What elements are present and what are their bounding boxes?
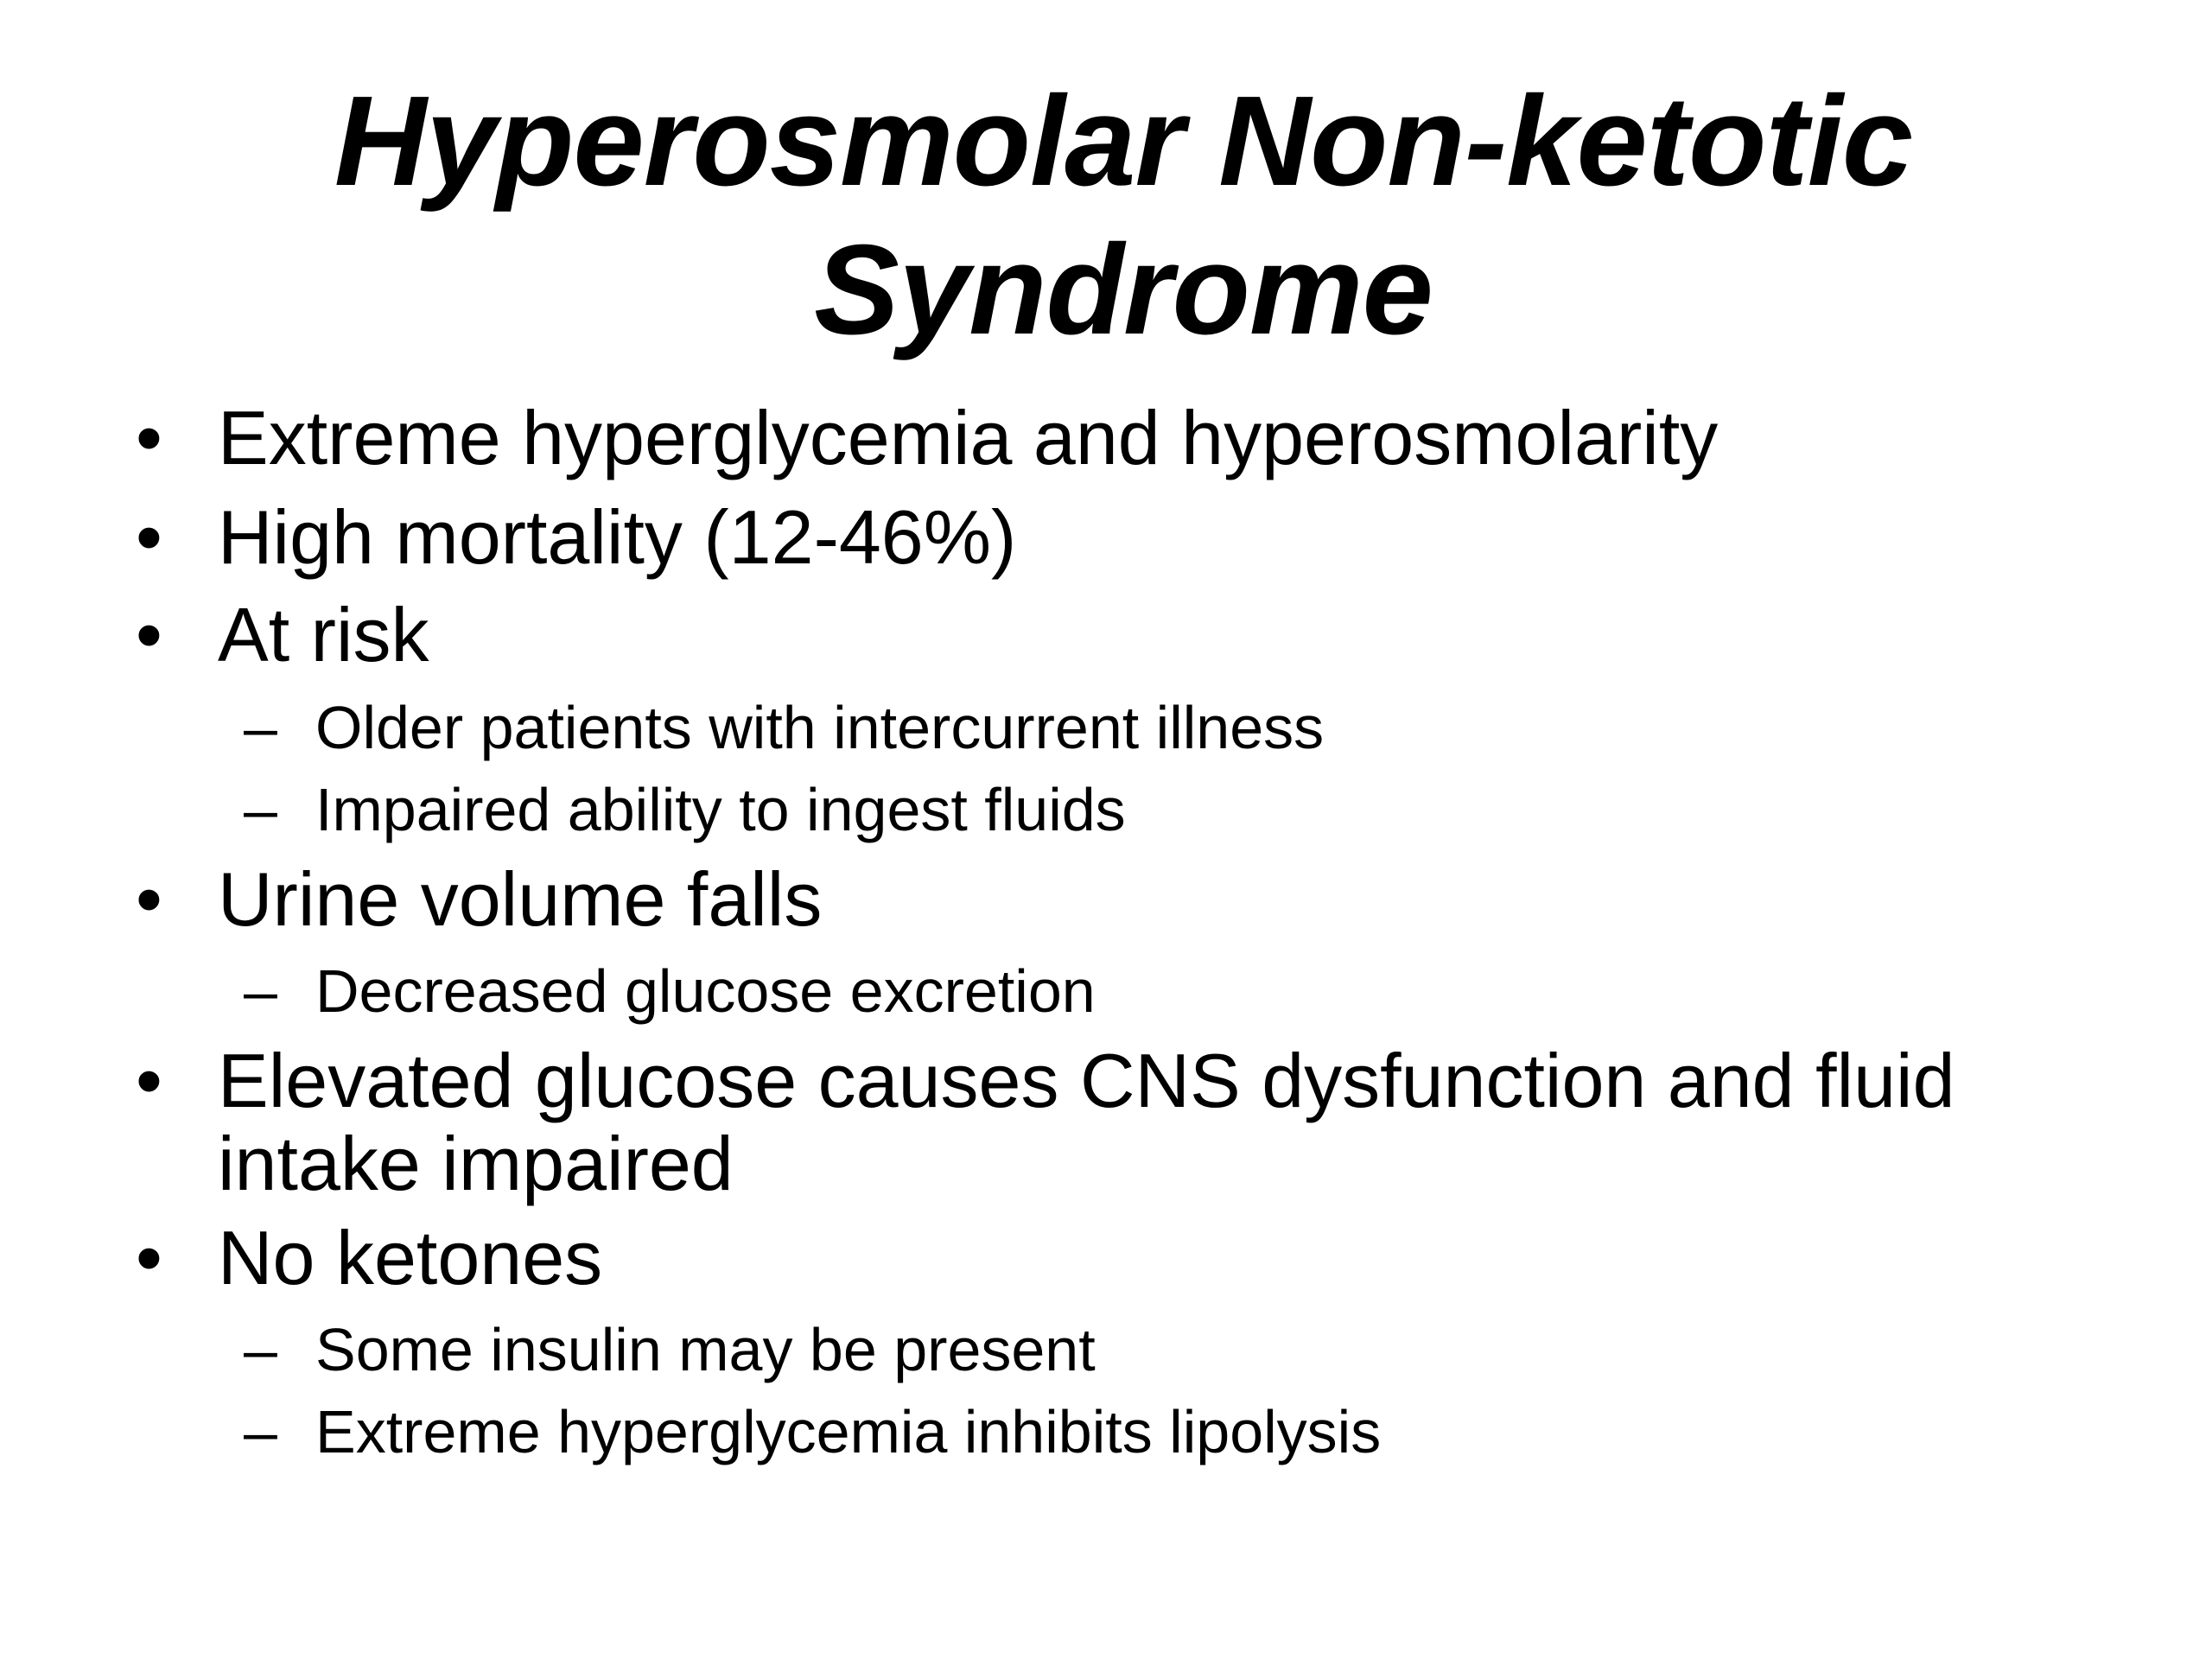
sub-item-some-insulin [244, 1315, 1096, 1384]
sub-marker: – [244, 776, 277, 843]
bullet-text: Extreme hyperglycemia and hyperosmolarity [218, 395, 1719, 480]
bullet-item-at-risk [136, 592, 429, 677]
bullet-text: Urine volume falls [218, 856, 823, 942]
bullet-text: At risk [218, 592, 429, 677]
bullet-marker: • [136, 395, 162, 480]
bullet-marker: • [136, 494, 162, 580]
sub-text: Impaired ability to ingest fluids [315, 776, 1126, 843]
sub-marker: – [244, 694, 277, 761]
bullet-marker: • [136, 592, 162, 677]
sub-item-inhibits-lipolysis [244, 1397, 1382, 1466]
sub-item-older-patients [244, 693, 1325, 762]
bullet-item-elevated-glucose [136, 1038, 1955, 1206]
bullet-item-no-ketones [136, 1215, 603, 1300]
slide-title-line-2: Syndrome [814, 219, 1433, 361]
sub-text: Some insulin may be present [315, 1316, 1096, 1383]
bullet-text-line-2: intake impaired [218, 1121, 734, 1206]
bullet-item-extreme-hyperglycemia [136, 395, 1719, 480]
bullet-marker: • [136, 1215, 162, 1300]
bullet-marker: • [136, 856, 162, 942]
sub-text: Extreme hyperglycemia inhibits lipolysis [315, 1398, 1382, 1465]
bullet-text: High mortality (12-46%) [218, 494, 1017, 580]
sub-item-impaired-ability [244, 775, 1126, 844]
bullet-text: No ketones [218, 1215, 603, 1300]
slide-title-line-1: Hyperosmolar Non-ketotic [334, 70, 1913, 213]
sub-item-decreased-glucose [244, 957, 1096, 1026]
bullet-item-urine-volume [136, 856, 823, 942]
sub-marker: – [244, 957, 277, 1025]
bullet-item-high-mortality [136, 494, 1017, 580]
sub-marker: – [244, 1398, 277, 1465]
bullet-marker: • [136, 1038, 162, 1123]
sub-text: Older patients with intercurrent illness [315, 694, 1325, 761]
sub-text: Decreased glucose excretion [315, 957, 1096, 1025]
sub-marker: – [244, 1316, 277, 1383]
bullet-text-line-1: Elevated glucose causes CNS dysfunction and fluid [218, 1038, 1955, 1123]
